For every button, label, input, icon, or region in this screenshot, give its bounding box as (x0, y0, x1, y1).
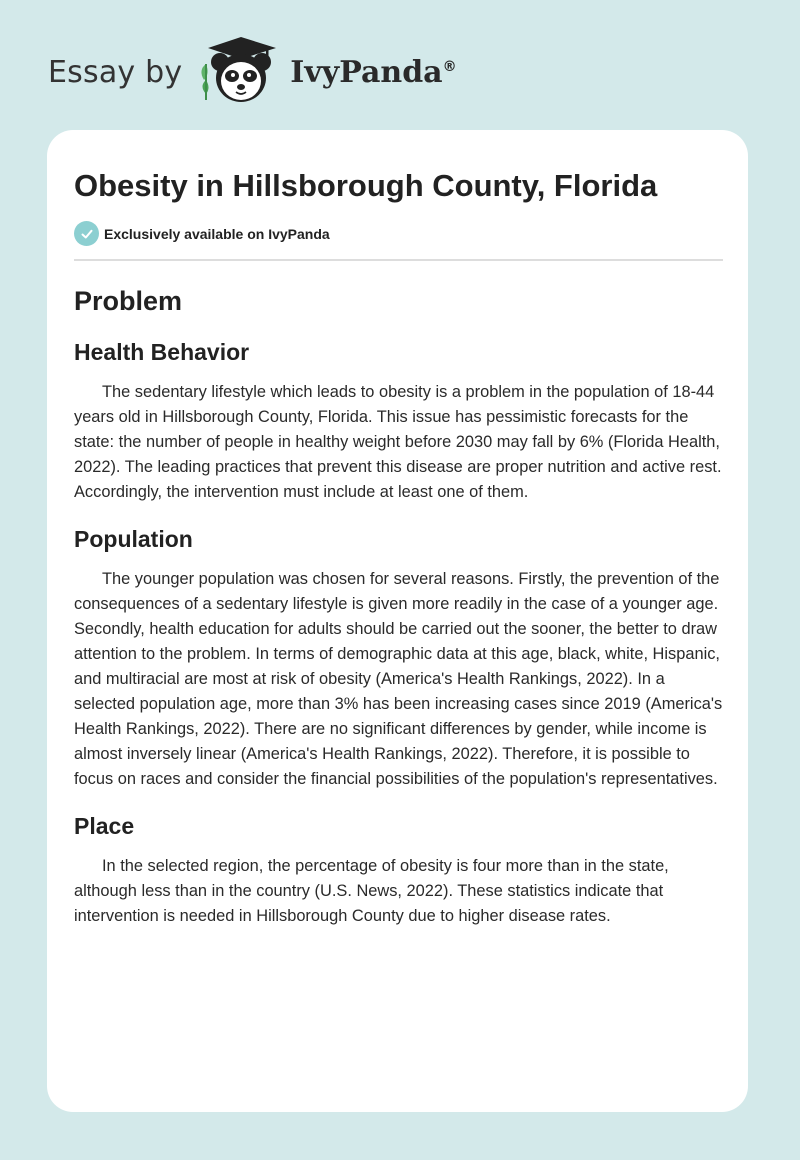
subsection-heading-population: Population (74, 526, 193, 552)
essay-by-label: Essay by (48, 54, 183, 90)
subsection-heading-health-behavior: Health Behavior (74, 339, 250, 365)
article-card (47, 130, 748, 1112)
article-content (74, 166, 723, 929)
title-divider (74, 259, 723, 261)
check-circle-icon (74, 221, 99, 246)
registered-mark: ® (442, 58, 457, 75)
brand-name[interactable] (290, 55, 456, 90)
subsection-heading-place: Place (74, 813, 135, 839)
paragraph-population: The younger population was chosen for several reasons. Firstly, the prevention of the consequences of a sedentary lifestyle is given more readily in the case of a younger age. Secondly, health education for adults should be carried out the sooner, the better to draw attention to the problem. In terms of demographic data at this age, black, white, Hispanic, and multiracial are most at risk of obesity (America's Health Rankings, 2022). In a selected population age, more than 3% has been increasing cases since 2019 (America's Health Rankings, 2022). There are no significant differences by gender, while income is almost inversely linear (America's Health Rankings, 2022). Therefore, it is possible to focus on races and consider the financial possibilities of the population's representatives. (74, 570, 723, 788)
panda-graduate-logo-icon[interactable] (196, 34, 286, 111)
brand-header (48, 36, 457, 108)
exclusive-badge-text: Exclusively available on IvyPanda (104, 225, 330, 242)
page-title: Obesity in Hillsborough County, Florida (74, 168, 658, 203)
brand-name-text: IvyPanda (290, 54, 443, 90)
section-heading-problem: Problem (74, 286, 183, 316)
exclusive-badge (74, 221, 723, 246)
paragraph-health-behavior: The sedentary lifestyle which leads to obesity is a problem in the population of 18-44 years old in Hillsborough County, Florida. This issue has pessimistic forecasts for the state: the number of people in healthy weight before 2030 may fall by 6% (Florida Health, 2022). The leading practices that prevent this disease are proper nutrition and active rest. Accordingly, the intervention must include at least one of them. (74, 383, 722, 501)
paragraph-place: In the selected region, the percentage of obesity is four more than in the state, although less than in the country (U.S. News, 2022). These statistics indicate that intervention is needed in Hillsborough County due to higher disease rates. (74, 857, 669, 925)
